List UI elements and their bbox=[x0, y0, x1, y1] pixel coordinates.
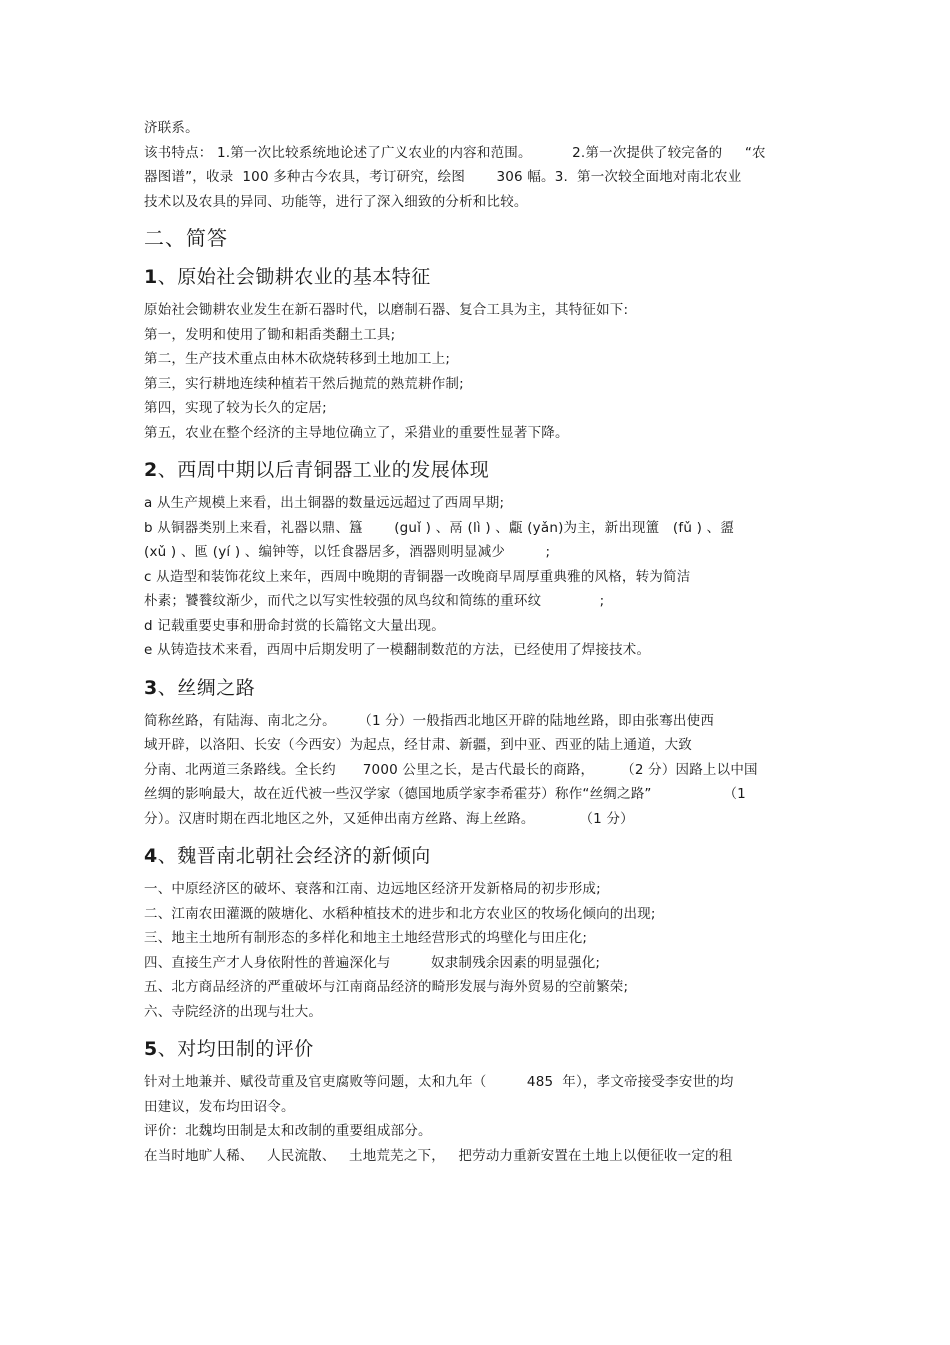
text-line: 第一，发明和使用了锄和耜臿类翻土工具; bbox=[144, 326, 396, 343]
text-line: 针对土地兼并、赋役苛重及官吏腐败等问题，太和九年（ 485 年），孝文帝接受李安世的均 bbox=[144, 1074, 734, 1090]
text-line: 技术以及农具的异同、功能等，进行了深入细致的分析和比较。 bbox=[144, 193, 528, 210]
text-line: 简称丝路，有陆海、南北之分。 （1 分）一般指西北地区开辟的陆地丝路，即由张骞出使西 bbox=[144, 712, 715, 729]
answer-2 bbox=[144, 491, 814, 663]
question-number: 5 bbox=[144, 1038, 158, 1060]
question-title: 、魏晋南北朝社会经济的新倾向 bbox=[157, 845, 431, 867]
text-line: d 记载重要史事和册命封赏的长篇铭文大量出现。 bbox=[144, 617, 445, 634]
text-line: 该书特点： 1.第一次比较系统地论述了广义农业的内容和范围。 2.第一次提供了较完备的 “农 bbox=[144, 144, 766, 161]
question-number: 1 bbox=[144, 266, 158, 288]
question-title: 、原始社会锄耕农业的基本特征 bbox=[157, 266, 431, 288]
text-line: 济联系。 bbox=[144, 120, 199, 136]
question-number: 4 bbox=[144, 845, 158, 867]
text-line: 评价：北魏均田制是太和改制的重要组成部分。 bbox=[144, 1123, 432, 1139]
text-line: 六、寺院经济的出现与壮大。 bbox=[144, 1003, 323, 1020]
text-line: 朴素；饕餮纹渐少，而代之以写实性较强的凤鸟纹和简练的重环纹 ; bbox=[144, 593, 605, 609]
text-line: 第三，实行耕地连续种植若干然后抛荒的熟荒耕作制; bbox=[144, 375, 464, 392]
text-line: 四、直接生产才人身依附性的普遍深化与 奴隶制残余因素的明显强化; bbox=[144, 954, 601, 971]
text-line: 分）。汉唐时期在西北地区之外，又延伸出南方丝路、海上丝路。 （1 分） bbox=[144, 810, 634, 827]
question-heading-1 bbox=[144, 264, 814, 290]
text-line: 器图谱”，收录 100 多种古今农具，考订研究，绘图 306 幅。3. 第一次较全面地对南北农业 bbox=[144, 169, 742, 185]
answer-5 bbox=[144, 1070, 814, 1168]
question-heading-5 bbox=[144, 1036, 814, 1062]
answer-3 bbox=[144, 709, 814, 832]
question-heading-3 bbox=[144, 675, 814, 701]
text-line: a 从生产规模上来看，出土铜器的数量远远超过了西周早期; bbox=[144, 495, 505, 511]
text-line: 三、地主土地所有制形态的多样化和地主土地经营形式的坞壁化与田庄化; bbox=[144, 930, 588, 946]
question-title: 、西周中期以后青铜器工业的发展体现 bbox=[157, 459, 490, 481]
text-line: c 从造型和装饰花纹上来年，西周中晚期的青铜器一改晚商早周厚重典雅的风格，转为简洁 bbox=[144, 568, 691, 585]
text-line: 第五，农业在整个经济的主导地位确立了，采猎业的重要性显著下降。 bbox=[144, 424, 569, 441]
text-line: 第二，生产技术重点由林木砍烧转移到土地加工上; bbox=[144, 351, 451, 367]
question-title: 、丝绸之路 bbox=[157, 676, 256, 699]
answer-1 bbox=[144, 298, 814, 445]
question-number: 3 bbox=[144, 676, 158, 699]
text-line: (xǔ ) 、匜 (yí ) 、编钟等，以饪食器居多，酒器则明显减少 ; bbox=[144, 544, 551, 560]
intro-paragraph bbox=[144, 116, 814, 214]
section-title: 二、简答 bbox=[144, 226, 228, 250]
answer-4 bbox=[144, 877, 814, 1024]
text-line: 在当时地旷人稀、 人民流散、 土地荒芜之下， 把劳动力重新安置在土地上以便征收一定的租 bbox=[144, 1147, 733, 1164]
text-line: 二、江南农田灌溉的陂塘化、水稻种植技术的进步和北方农业区的牧场化倾向的出现; bbox=[144, 905, 656, 922]
question-number: 2 bbox=[144, 459, 158, 481]
text-line: 原始社会锄耕农业发生在新石器时代，以磨制石器、复合工具为主，其特征如下: bbox=[144, 302, 629, 318]
question-heading-2 bbox=[144, 457, 814, 483]
text-line: 分南、北两道三条路线。全长约 7000 公里之长，是古代最长的商路， （2 分）因路上以中国 bbox=[144, 761, 758, 778]
text-line: 五、北方商品经济的严重破坏与江南商品经济的畸形发展与海外贸易的空前繁荣; bbox=[144, 979, 629, 995]
question-heading-4 bbox=[144, 843, 814, 869]
text-line: 第四，实现了较为长久的定居; bbox=[144, 400, 327, 416]
question-title: 、对均田制的评价 bbox=[157, 1038, 314, 1060]
text-line: e 从铸造技术来看，西周中后期发明了一模翻制数范的方法，已经使用了焊接技术。 bbox=[144, 642, 651, 658]
text-line: 一、中原经济区的破坏、衰落和江南、边远地区经济开发新格局的初步形成; bbox=[144, 881, 601, 897]
document-page bbox=[144, 116, 814, 1168]
text-line: 域开辟，以洛阳、长安（今西安）为起点，经甘肃、新疆，到中亚、西亚的陆上通道，大致 bbox=[144, 737, 692, 753]
text-line: 丝绸的影响最大，故在近代被一些汉学家（德国地质学家李希霍芬）称作“丝绸之路” （1 bbox=[144, 786, 746, 802]
text-line: 田建议，发布均田诏令。 bbox=[144, 1098, 295, 1115]
text-line: b 从铜器类别上来看，礼器以鼎、簋 (guǐ ) 、鬲 (lì ) 、甗 (yǎn)为主，新出现簠 (fǔ ) 、盨 bbox=[144, 519, 734, 536]
